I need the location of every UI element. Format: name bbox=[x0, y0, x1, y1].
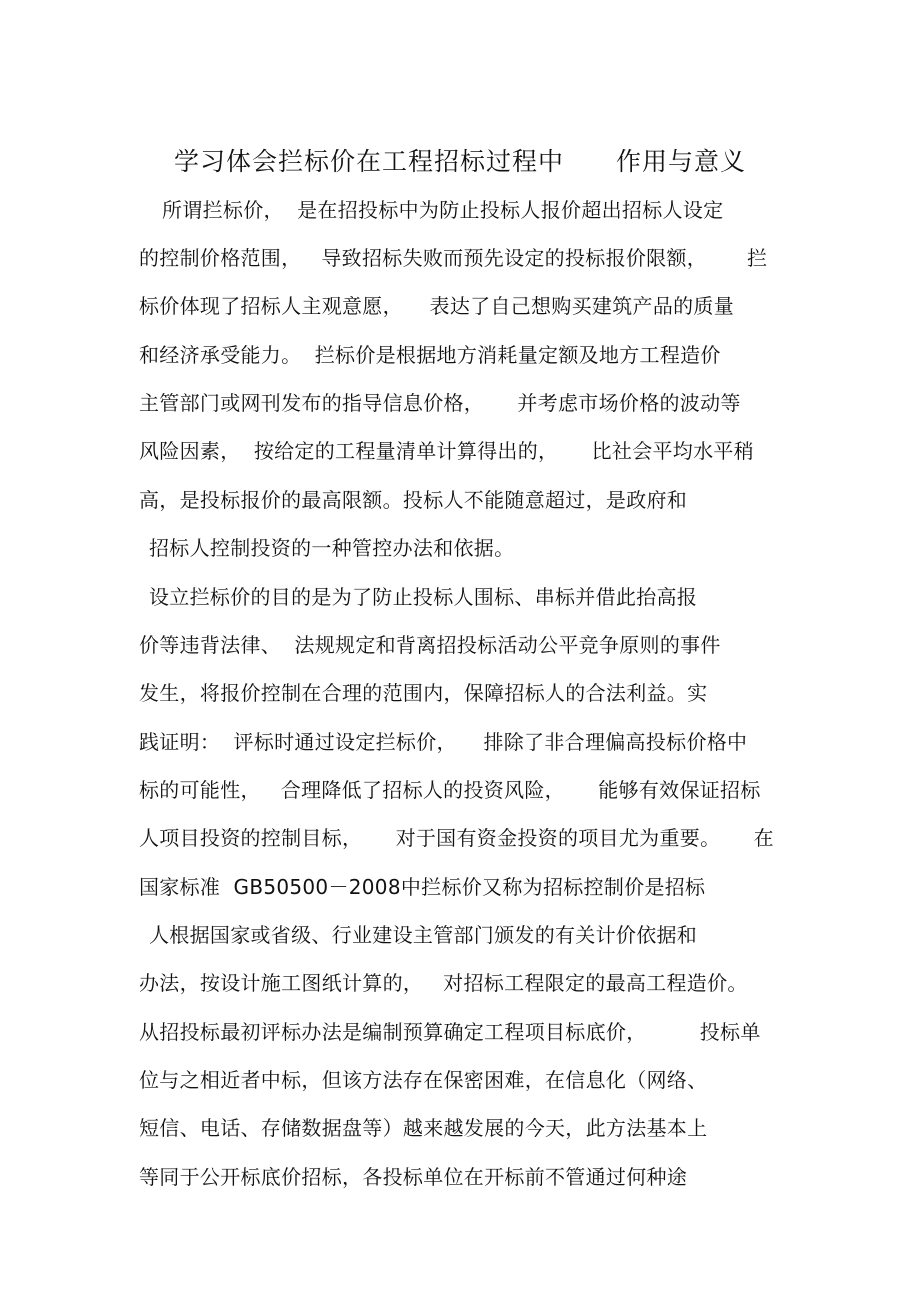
paragraph-line: 短信、电话、存储数据盘等）越来越发展的今天，此方法基本上 bbox=[139, 1116, 708, 1140]
paragraph-line: 所谓拦标价， 是在招投标中为防止投标人报价超出招标人设定 bbox=[162, 198, 724, 222]
paragraph-line: 等同于公开标底价招标，各投标单位在开标前不管通过何种途 bbox=[139, 1165, 688, 1189]
paragraph-line: 价等违背法律、 法规规定和背离招投标活动公平竞争原则的事件 bbox=[139, 633, 721, 657]
paragraph-line: 招标人控制投资的一种管控办法和依据。 bbox=[149, 536, 515, 560]
document-title: 学习体会拦标价在工程招标过程中 作用与意义 bbox=[174, 147, 747, 176]
paragraph-line: 设立拦标价的目的是为了防止投标人围标、串标并借此抬高报 bbox=[149, 585, 698, 609]
paragraph-line: 位与之相近者中标，但该方法存在保密困难，在信息化（网络、 bbox=[139, 1068, 708, 1092]
paragraph-line: 从招投标最初评标办法是编制预算确定工程项目标底价， 投标单 bbox=[139, 1020, 761, 1044]
paragraph-line: 标价体现了招标人主观意愿， 表达了自己想购买建筑产品的质量 bbox=[139, 294, 735, 318]
paragraph-line: 人根据国家或省级、行业建设主管部门颁发的有关计价依据和 bbox=[149, 923, 698, 947]
paragraph-line: 高，是投标报价的最高限额。投标人不能随意超过，是政府和 bbox=[139, 488, 688, 512]
paragraph-line: 和经济承受能力。 拦标价是根据地方消耗量定额及地方工程造价 bbox=[139, 343, 721, 367]
paragraph-line: 风险因素， 按给定的工程量清单计算得出的， 比社会平均水平稍 bbox=[139, 439, 755, 463]
paragraph-line: 标的可能性， 合理降低了招标人的投资风险， 能够有效保证招标 bbox=[139, 778, 761, 802]
paragraph-line: 办法，按设计施工图纸计算的， 对招标工程限定的最高工程造价。 bbox=[139, 971, 748, 995]
paragraph-line: 主管部门或网刊发布的指导信息价格， 并考虑市场价格的波动等 bbox=[139, 391, 741, 415]
paragraph-line: 的控制价格范围， 导致招标失败而预先设定的投标报价限额， 拦 bbox=[139, 246, 768, 270]
paragraph-line: 人项目投资的控制目标， 对于国有资金投资的项目尤为重要。 在 bbox=[139, 826, 774, 850]
paragraph-line: 践证明： 评标时通过设定拦标价， 排除了非合理偏高投标价格中 bbox=[139, 730, 748, 754]
paragraph-line: 发生，将报价控制在合理的范围内，保障招标人的合法利益。实 bbox=[139, 681, 708, 705]
paragraph-line: 国家标准 GB50500－2008中拦标价又称为招标控制价是招标 bbox=[139, 875, 706, 899]
